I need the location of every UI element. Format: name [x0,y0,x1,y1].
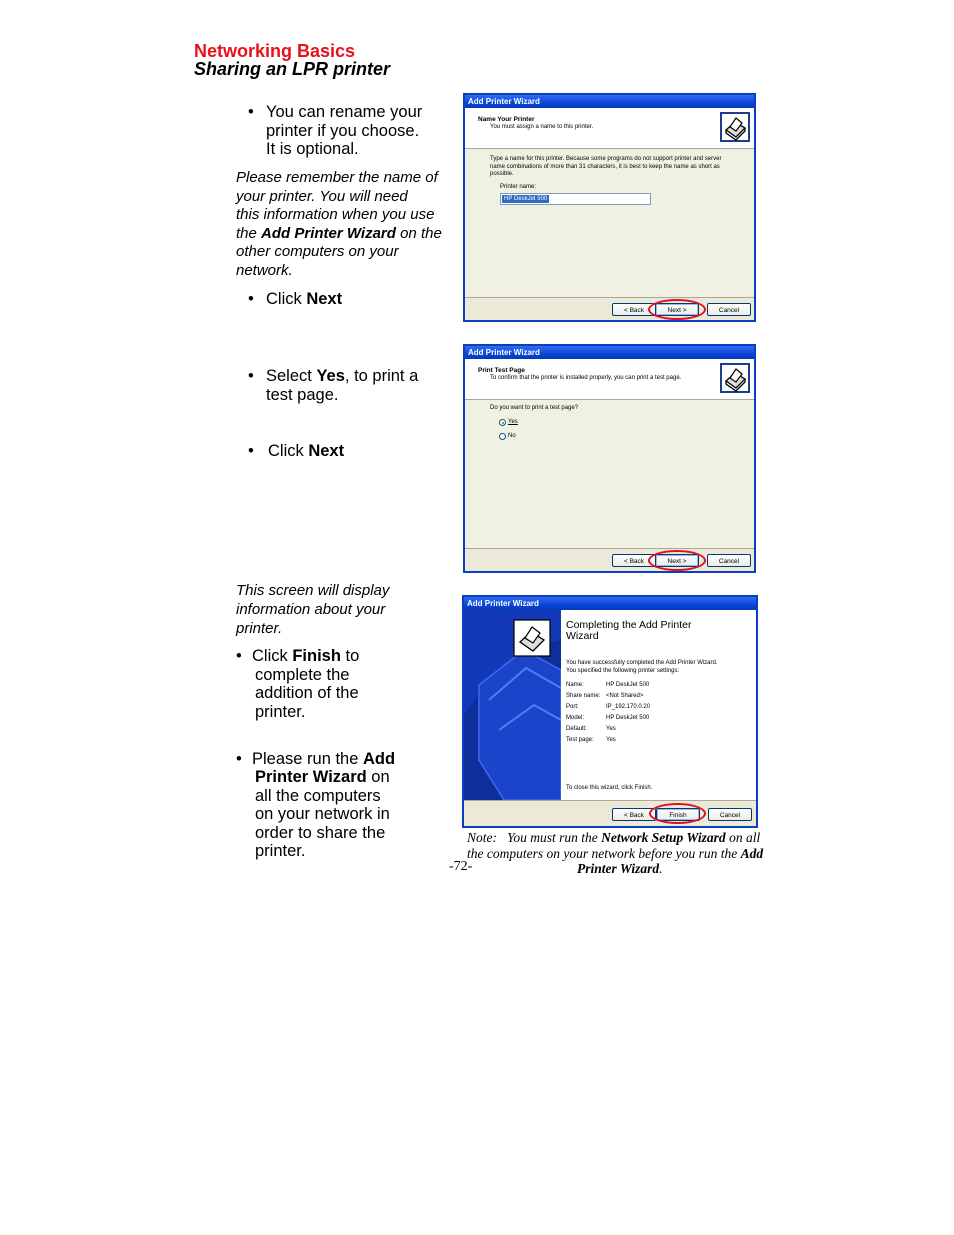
wizard-subheading: To confirm that the printer is installed properly, you can print a test page. [490,375,682,381]
window-title: Add Printer Wizard [465,95,754,108]
cancel-button[interactable]: Cancel [707,303,751,316]
remember-paragraph: Please remember the name of your printer. You will need this information when you use the Add Printer Wizard on the other computers on your network. [236,169,442,279]
window-title: Add Printer Wizard [464,597,756,610]
highlight-circle [648,550,706,571]
back-button[interactable]: < Back [612,808,656,821]
wizard-print-test-page [463,344,756,573]
settings-list [566,680,650,746]
no-label: No [508,433,516,439]
printer-icon [720,363,750,393]
completion-intro: You have successfully completed the Add Printer Wizard. You specified the following printer settings: [566,660,718,674]
back-button[interactable]: < Back [612,303,656,316]
setting-row: Test page: Yes [566,737,616,743]
wizard-heading: Print Test Page [478,367,525,374]
setting-row: Share name: <Not Shared> [566,693,644,699]
printer-name-label: Printer name: [500,184,537,190]
wizard-subheading: You must assign a name to this printer. [490,124,594,130]
wizard-completing [462,595,758,828]
window-title: Add Printer Wizard [465,346,754,359]
no-radio[interactable] [499,433,506,440]
next-button[interactable]: Next > [655,303,699,316]
printer-icon [720,112,750,142]
section-title: Networking Basics [194,41,356,61]
finish-button[interactable]: Finish [656,808,700,821]
setting-row: Name: HP DeskJet 500 [566,682,650,688]
completion-heading: Completing the Add Printer Wizard [566,619,692,642]
page-number: -72- [449,859,473,874]
printer-name-input[interactable]: HP DeskJet 500 [500,193,651,205]
cancel-button[interactable]: Cancel [708,808,752,821]
test-page-question: Do you want to print a test page? [490,405,579,411]
next-button[interactable]: Next > [655,554,699,567]
footnote: Note: You must run the Network Setup Wizard on all the computers on your network before you run the Add Printer Wizard. [467,830,764,876]
yes-label: Yes [508,419,518,425]
wizard-name-printer [463,93,756,322]
close-instruction: To close this wizard, click Finish. [566,785,653,791]
highlight-circle [648,299,706,320]
setting-row: Port: IP_192.170.0.20 [566,704,651,710]
wizard-side-art [464,610,561,800]
highlight-circle [649,803,706,824]
setting-row: Default: Yes [566,726,616,732]
wizard-instructions: Type a name for this printer. Because some programs do not support printer and server name combinations of more than 31 characters, it is best to keep the name as short as possible. [490,156,722,177]
yes-radio[interactable] [499,419,506,426]
setting-row: Model: HP DeskJet 500 [566,715,650,721]
cancel-button[interactable]: Cancel [707,554,751,567]
wizard-heading: Name Your Printer [478,116,535,123]
display-paragraph: This screen will display information about your printer. [236,582,390,637]
back-button[interactable]: < Back [612,554,656,567]
subsection-title: Sharing an LPR printer [194,59,391,79]
